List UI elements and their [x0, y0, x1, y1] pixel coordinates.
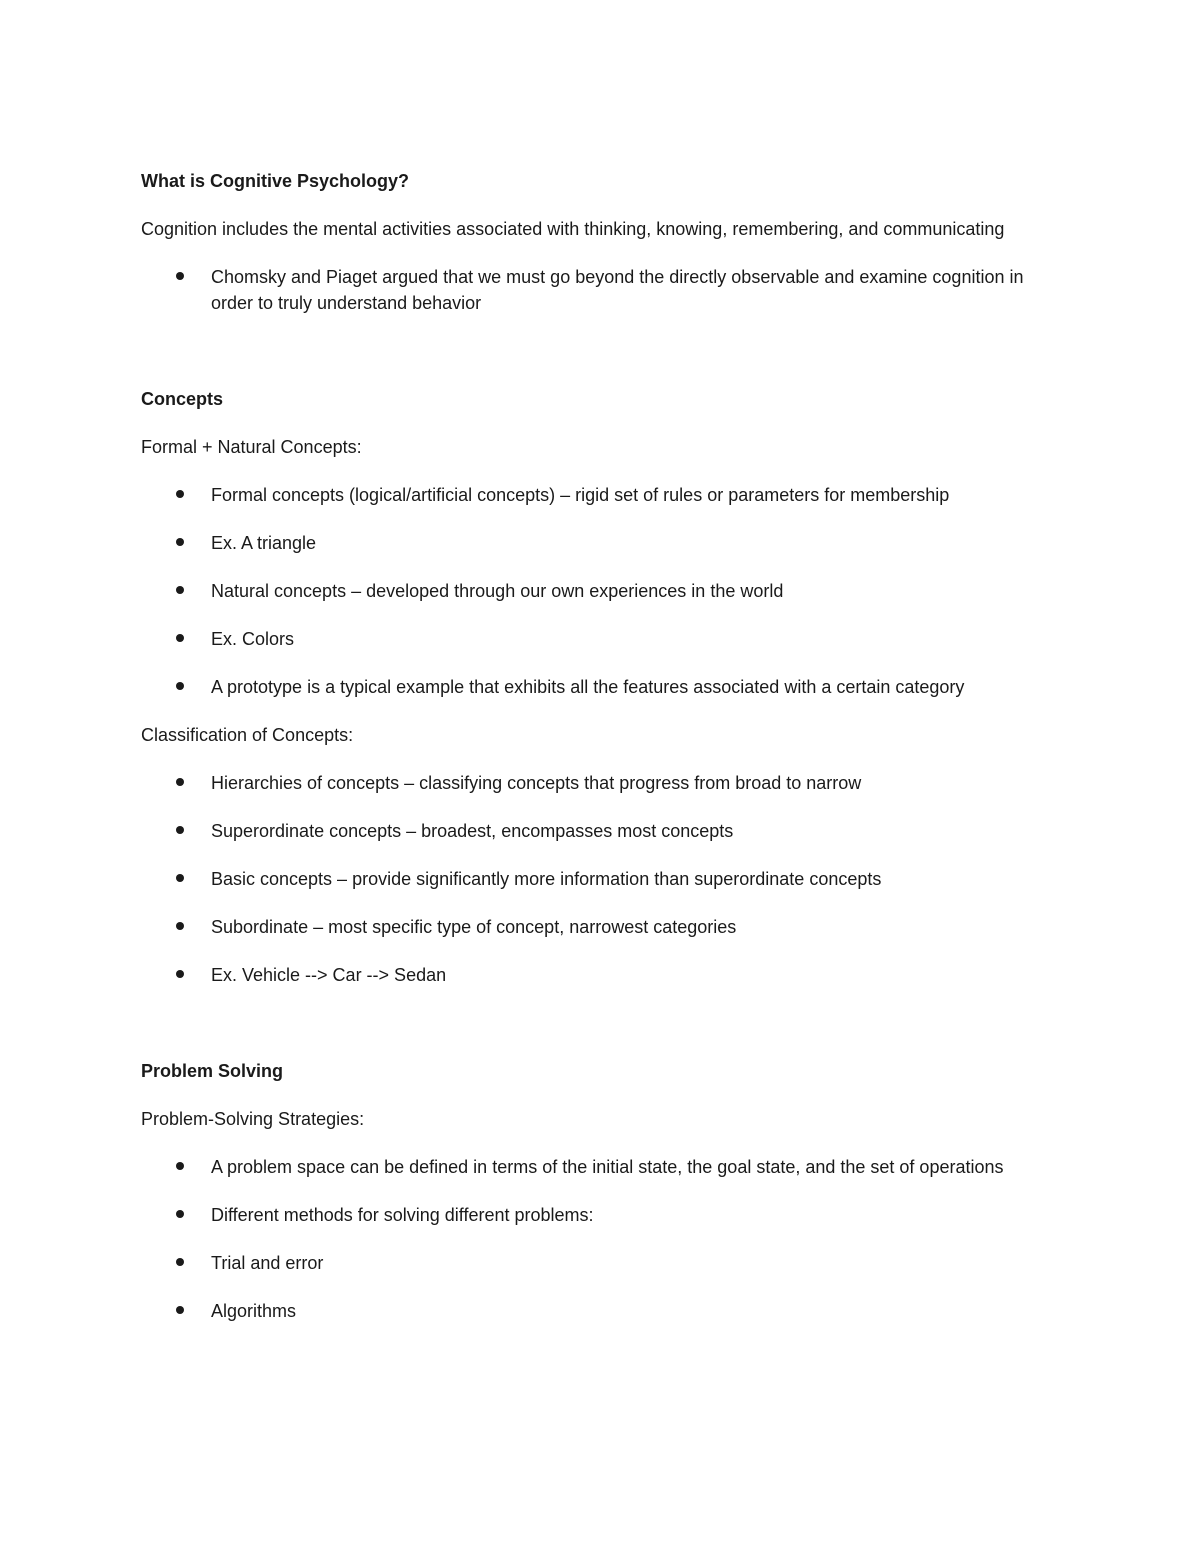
- list-item: [141, 578, 1061, 604]
- list-item-text: Subordinate – most specific type of concept, narrowest categories: [211, 917, 737, 937]
- list-item: [141, 818, 1061, 844]
- list-item-text: Different methods for solving different problems:: [211, 1205, 594, 1225]
- list-item: [141, 264, 1061, 316]
- list-item-text: Ex. A triangle: [211, 533, 317, 553]
- list-item-text: Basic concepts – provide significantly more information than superordinate concepts: [211, 869, 882, 889]
- list-item-text: Ex. Colors: [211, 629, 295, 649]
- bullet-list: [141, 770, 1061, 988]
- bullet-list: [141, 1154, 1061, 1324]
- section-heading-cognitive-psychology: What is Cognitive Psychology?: [141, 171, 410, 191]
- bullet-icon: [176, 970, 184, 978]
- list-item: [141, 1298, 1061, 1324]
- subheading-classification: Classification of Concepts:: [141, 725, 354, 745]
- bullet-icon: [176, 1258, 184, 1266]
- document-body: [141, 168, 1061, 1346]
- section-heading-problem-solving: Problem Solving: [141, 1061, 284, 1081]
- list-item-text: Algorithms: [211, 1301, 297, 1321]
- intro-paragraph: Cognition includes the mental activities associated with thinking, knowing, remembering, and communicating: [141, 219, 1005, 239]
- bullet-icon: [176, 1210, 184, 1218]
- list-item-text: Superordinate concepts – broadest, encompasses most concepts: [211, 821, 734, 841]
- bullet-icon: [176, 1306, 184, 1314]
- bullet-icon: [176, 1162, 184, 1170]
- list-item: [141, 914, 1061, 940]
- section-heading-concepts: Concepts: [141, 389, 224, 409]
- list-item-text: Ex. Vehicle --> Car --> Sedan: [211, 965, 447, 985]
- list-item-text: A problem space can be defined in terms of the initial state, the goal state, and the set of operations: [211, 1157, 1004, 1177]
- list-item: [141, 1154, 1061, 1180]
- list-item: [141, 626, 1061, 652]
- bullet-icon: [176, 778, 184, 786]
- bullet-icon: [176, 682, 184, 690]
- bullet-icon: [176, 490, 184, 498]
- subheading-formal-natural: Formal + Natural Concepts:: [141, 437, 362, 457]
- subheading-strategies: Problem-Solving Strategies:: [141, 1109, 365, 1129]
- list-item: [141, 674, 1061, 700]
- list-item: [141, 866, 1061, 892]
- bullet-icon: [176, 874, 184, 882]
- list-item: [141, 482, 1061, 508]
- list-item-text: Formal concepts (logical/artificial concepts) – rigid set of rules or parameters for membership: [211, 485, 950, 505]
- bullet-icon: [176, 922, 184, 930]
- list-item: [141, 1202, 1061, 1228]
- list-item-text: Chomsky and Piaget argued that we must go beyond the directly observable and examine cognition in order to truly understand behavior: [211, 267, 1024, 313]
- list-item: [141, 770, 1061, 796]
- section-spacer: [141, 1010, 1061, 1058]
- section-spacer: [141, 338, 1061, 386]
- bullet-list: [141, 264, 1061, 316]
- list-item: [141, 1250, 1061, 1276]
- bullet-icon: [176, 634, 184, 642]
- bullet-icon: [176, 586, 184, 594]
- list-item-text: Trial and error: [211, 1253, 324, 1273]
- bullet-icon: [176, 272, 184, 280]
- bullet-list: [141, 482, 1061, 700]
- list-item-text: A prototype is a typical example that exhibits all the features associated with a certain category: [211, 677, 965, 697]
- bullet-icon: [176, 538, 184, 546]
- list-item: [141, 962, 1061, 988]
- bullet-icon: [176, 826, 184, 834]
- list-item: [141, 530, 1061, 556]
- list-item-text: Natural concepts – developed through our own experiences in the world: [211, 581, 784, 601]
- list-item-text: Hierarchies of concepts – classifying concepts that progress from broad to narrow: [211, 773, 862, 793]
